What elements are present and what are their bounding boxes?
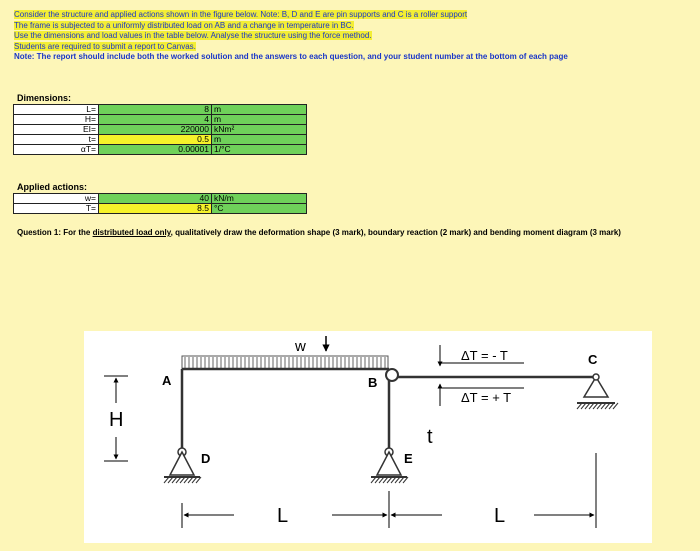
frame-diagram (84, 331, 652, 543)
label-h: H (109, 409, 124, 431)
param-value: 4 (99, 115, 212, 125)
table-row (14, 145, 307, 155)
table-row (14, 105, 307, 115)
label-a: A (162, 373, 172, 388)
param-unit: kN/m (212, 194, 307, 204)
table-row (14, 115, 307, 125)
param-name: αT= (14, 145, 99, 155)
question-underlined: distributed load only (92, 228, 171, 237)
param-name: t= (14, 135, 99, 145)
distributed-load (182, 356, 388, 369)
question-1: Question 1: For the distributed load only, qualitatively draw the deformation shape (3 mark), boundary reaction (2 mark) and bending moment diagram (3 mark) (17, 228, 621, 237)
label-b: B (368, 375, 378, 390)
intro-line-3: Use the dimensions and load values in the table below. Analyse the structure using the force method. (14, 31, 372, 40)
param-unit: m (212, 115, 307, 125)
intro-line-2: The frame is subjected to a uniformly distributed load on AB and a change in temperature in BC. (14, 20, 354, 30)
temp-label-bottom: ΔT = + T (461, 390, 512, 405)
param-name: T= (14, 204, 99, 214)
param-unit: °C (212, 204, 307, 214)
table-row (14, 194, 307, 204)
table-row (14, 204, 307, 214)
param-value: 220000 (99, 125, 212, 135)
actions-title: Applied actions: (17, 182, 88, 192)
intro-line-1: Consider the structure and applied actions shown in the figure below. Note: B, D and E are pin supports and C is a roller support (14, 10, 468, 19)
dimensions-table (13, 104, 307, 155)
param-unit: m (212, 105, 307, 115)
param-name: EI= (14, 125, 99, 135)
pin-support-e (371, 448, 408, 483)
table-row (14, 125, 307, 135)
roller-support-c (577, 374, 618, 409)
param-unit: kNm² (212, 125, 307, 135)
table-row (14, 135, 307, 145)
intro-line-5: Note: The report should include both the worked solution and the answers to each question, and your student number at the bottom of each page (14, 52, 568, 61)
param-name: w= (14, 194, 99, 204)
param-value: 0.5 (99, 135, 212, 145)
dimensions-title: Dimensions: (17, 93, 72, 103)
temp-label-top: ΔT = - T (461, 348, 508, 363)
label-e: E (404, 451, 413, 466)
intro-text (14, 10, 568, 63)
param-name: H= (14, 115, 99, 125)
param-value: 8.5 (99, 204, 212, 214)
hinge-b (386, 369, 398, 381)
param-name: L= (14, 105, 99, 115)
actions-table (13, 193, 307, 214)
param-unit: m (212, 135, 307, 145)
intro-line-4: Students are required to submit a report to Canvas. (14, 41, 196, 51)
param-unit: 1/°C (212, 145, 307, 155)
pin-support-d (164, 448, 201, 483)
param-value: 40 (99, 194, 212, 204)
param-value: 0.00001 (99, 145, 212, 155)
label-t: t (427, 426, 433, 448)
frame-figure (84, 331, 652, 543)
label-l-right: L (494, 505, 506, 527)
label-c: C (588, 352, 598, 367)
label-d: D (201, 451, 211, 466)
param-value: 8 (99, 105, 212, 115)
load-label: w (295, 338, 306, 355)
label-l-left: L (277, 505, 289, 527)
